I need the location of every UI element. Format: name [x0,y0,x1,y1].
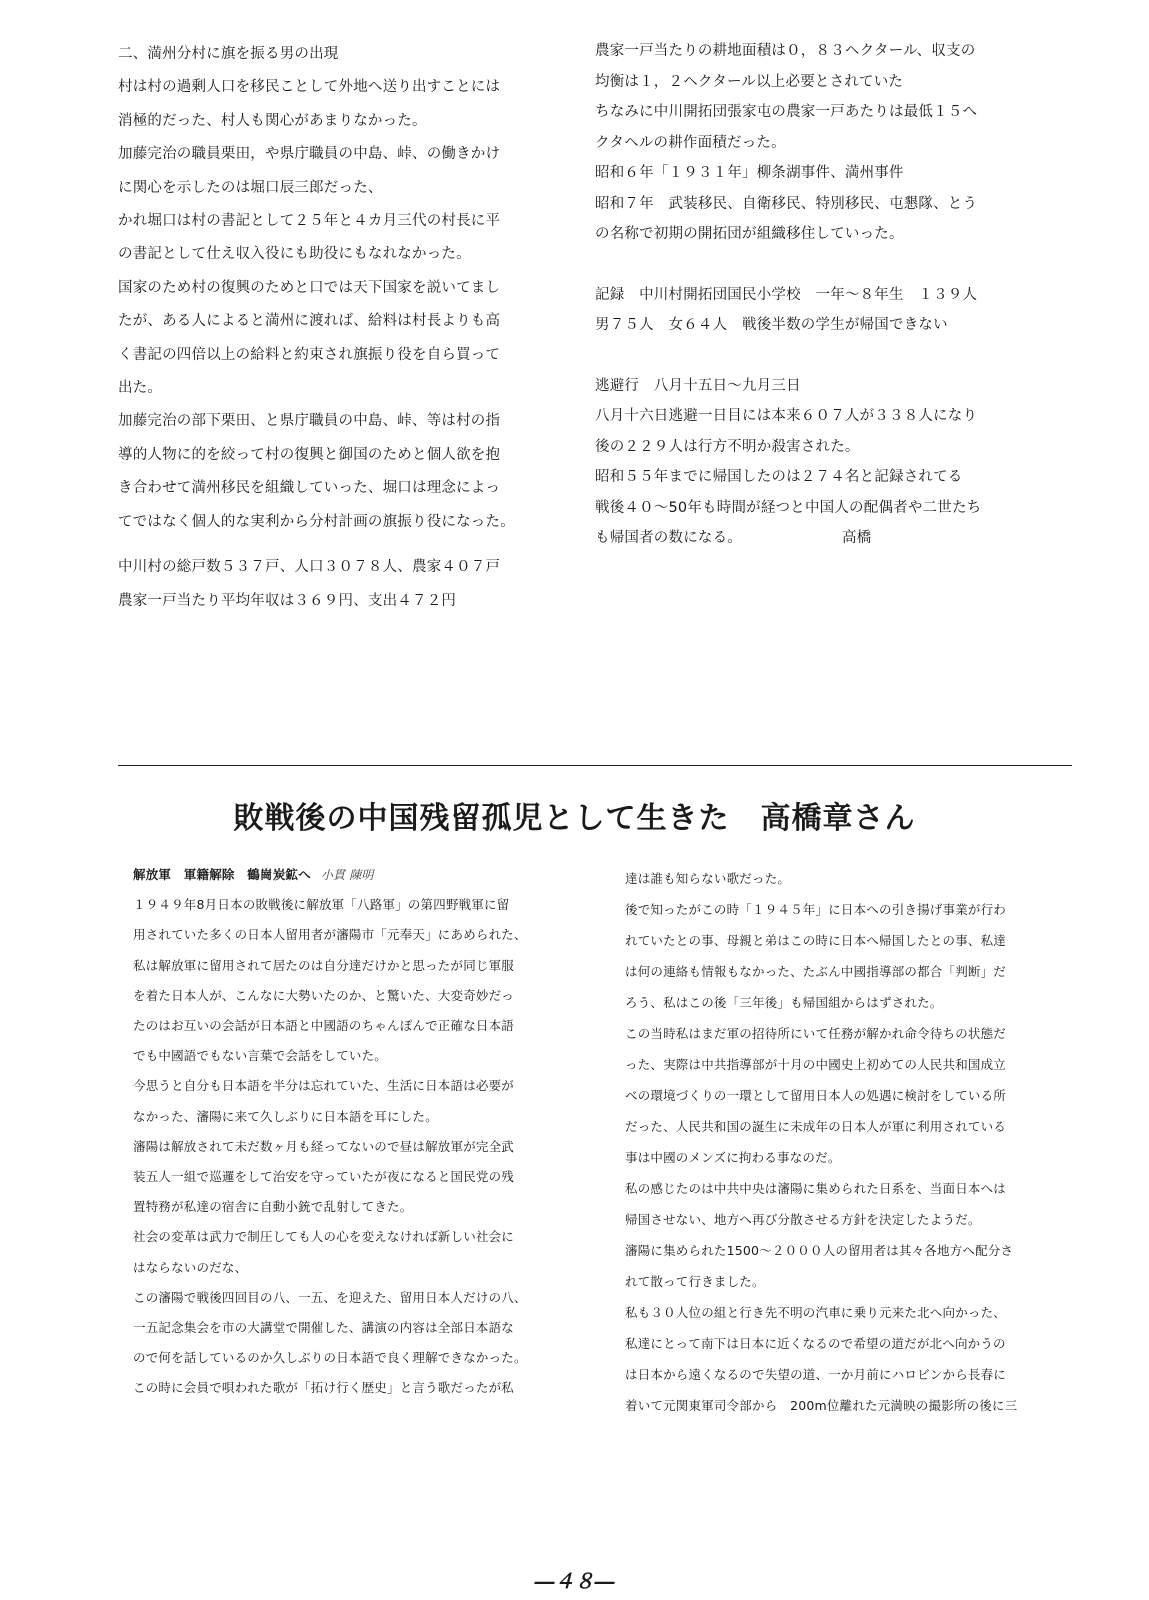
paragraph-line: ちなみに中川開拓団張家屯の農家一戸あたりは最低１５へ [595,104,978,120]
paragraph-line: 国家のため村の復興のためと口では天下国家を説いてまし [118,279,501,296]
paragraph-line: 後の２２９人は行方不明か殺害された。 [595,438,860,455]
paragraph-line [595,523,1065,554]
paragraph-line: １９４９年8月日本の敗戦後に解放軍「八路軍」の第四野戦軍に留 [133,897,510,913]
paragraph-line: 村は村の過剰人口を移民ことして外地へ送り出すことには [118,79,501,96]
spacer [595,341,1065,371]
paragraph-line: は何の連絡も情報もなかった、たぶん中國指導部の都合「判断」だ [625,964,1007,979]
paragraph-line: はならないのだな、 [133,1259,248,1275]
paragraph-line: 私は解放軍に留用されて居たのは自分達だけかと思ったが同じ軍服 [133,957,515,973]
page-number: ―４８― [534,1569,615,1593]
paragraph-line: この瀋陽で戦後四回目の八、一五、を迎えた、留用日本人だけの八、 [133,1289,527,1305]
paragraph-line: 加藤完治の職員栗田，や県庁職員の中島、峠、の働きかけ [118,146,501,163]
section-divider [118,765,1072,766]
author-signature: 高橋 [842,530,872,546]
paragraph-line: れていたとの事、母親と弟はこの時に日本へ帰国したとの事、私達 [625,933,1007,948]
paragraph-line: 帰国させない、地方へ再び分散させる方針を決定したようだ。 [625,1212,981,1227]
school-record-line: 記録 中川村開拓団国民小学校 一年～８年生 １３９人 [595,286,978,303]
paragraph-line: に関心を示したのは堀口辰三郎だった、 [118,179,383,196]
school-record-line: 男７５人 女６４人 戦後半数の学生が帰国できない [595,317,948,333]
paragraph-line: べの環境づくりの一環として留用日本人の処遇に検討をしている所 [625,1088,1007,1103]
top-right-column [595,36,1065,554]
paragraph-line: だった、人民共和国の誕生に未成年の日本人が軍に利用されている [625,1119,1007,1134]
paragraph-line: は日本から遠くなるので失望の道、一か月前にハロビンから長春に [625,1367,1007,1382]
paragraph-line: 私も３０人位の組と行き先不明の汽車に乗り元来た北へ向かった、 [625,1305,1007,1320]
paragraph-line: 均衡は１，２ヘクタール以上必要とされていた [595,73,904,90]
village-stats-line: 農家一戸当たり平均年収は３６９円、支出４７２円 [118,592,457,609]
paragraph-line: 置特務が私達の宿舎に自動小銃で乱射してきた。 [133,1199,413,1215]
paragraph-line: 導的人物に的を絞って村の復興と御国のためと個人欲を抱 [118,446,501,463]
article-headline: 敗戦後の中国残留孤児として生きた 高橋章さん [233,801,916,836]
paragraph-line: 社会の変革は武力で制圧しても人の心を変えなければ新しい社会に [133,1229,515,1245]
paragraph-line: を着た日本人が、こんなに大勢いたのか、と驚いた、大変奇妙だっ [133,987,515,1003]
paragraph-line: の名称で初期の開拓団が組織移住していった。 [595,226,904,242]
paragraph-line: ので何を話しているのか久しぶりの日本語で良く理解できなかった。 [133,1350,527,1366]
paragraph-line: でも中國語でもない言葉で会話をしていた。 [133,1048,388,1064]
bottom-left-column [133,860,593,1404]
village-stats-line: 中川村の総戸数５３７戸、人口３０７８人、農家４０７戸 [118,559,501,576]
paragraph-line: てではなく個人的な実利から分村計画の旗振り役になった。 [118,513,515,530]
paragraph-line: く書記の四倍以上の給料と約束され旗振り役を自ら買って [118,346,501,363]
spacer [595,250,1065,280]
paragraph-line: 一五記念集会を市の大講堂で開催した、講演の内容は全部日本語な [133,1320,515,1336]
bottom-right-column [625,863,1070,1421]
paragraph-line: かれ堀口は村の書記として２５年と４カ月三代の村長に平 [118,213,501,230]
paragraph-line: 瀋陽に集められた1500～２０００人の留用者は其々各地方へ配分さ [625,1243,1014,1258]
section-heading: 二、満州分村に旗を振る男の出現 [118,46,339,62]
last-line-text: も帰国者の数になる。 [595,530,742,546]
paragraph-line: れて散って行きました。 [625,1274,765,1289]
paragraph-line: クタヘルの耕作面積だった。 [595,134,786,151]
paragraph-line: この当時私はまだ軍の招待所にいて任務が解かれ命令待ちの状態だ [625,1026,1007,1041]
paragraph-line: 事は中國のメンズに拘わる事なのだ。 [625,1150,841,1165]
paragraph-line: この時に会員で唄われた歌が「拓け行く歴史」と言う歌だったが私 [133,1380,515,1396]
paragraph-line: の書記として仕え収入役にも助役にもなれなかった。 [118,246,471,263]
article-subhead: 解放軍 軍籍解除 鶴崗炭鉱へ [133,867,311,882]
article-subhead-line [133,860,593,890]
paragraph-line: 今思うと自分も日本語を半分は忘れていた、生活に日本語は必要が [133,1078,515,1094]
paragraph-line: なかった、瀋陽に来て久しぶりに日本語を耳にした。 [133,1108,438,1124]
paragraph-line: 達は誰も知らない歌だった。 [625,871,791,886]
paragraph-line: 昭和６年「１９３１年」柳条湖事件、満州事件 [595,165,904,181]
top-left-column [118,38,568,618]
paragraph-line: 着いて元関東軍司令部から 200m位離れた元満映の撮影所の後に三 [625,1398,1018,1413]
spacer [118,539,568,551]
paragraph-line: 装五人一組で巡邏をして治安を守っていたが夜になると国民党の残 [133,1169,515,1185]
paragraph-line: 逃避行 八月十五日～九月三日 [595,377,801,394]
handwritten-note: 小貫 陳明 [320,868,374,882]
paragraph-line: き合わせて満州移民を組織していった、堀口は理念によっ [118,480,501,497]
paragraph-line: 昭和５５年までに帰国したのは２７４名と記録されてる [595,469,963,485]
paragraph-line: 後で知ったがこの時「１９４５年」に日本への引き揚げ事業が行わ [625,902,1007,917]
paragraph-line: 農家一戸当たりの耕地面積は０，８３ヘクタール、収支の [595,43,976,59]
paragraph-line: 昭和７年 武装移民、自衛移民、特別移民、屯懇隊、とう [595,195,978,212]
paragraph-line: った、実際は中共指導部が十月の中國史上初めての人民共和国成立 [625,1057,1007,1072]
paragraph-line: 八月十六日逃避一日目には本来６０７人が３３８人になり [595,408,978,424]
paragraph-line: たが、ある人によると満州に渡れば、給料は村長よりも高 [118,313,501,330]
paragraph-line: 消極的だった、村人も関心があまりなかった。 [118,112,427,129]
paragraph-line: 戦後４０～50年も時間が経つと中国人の配偶者や二世たち [595,499,982,516]
paragraph-line: 用されていた多くの日本人留用者が瀋陽市「元奉天」にあめられた、 [133,927,527,943]
paragraph-line: 出た。 [118,380,163,397]
paragraph-line: 瀋陽は解放されて未だ数ヶ月も経ってないので昼は解放軍が完全武 [133,1138,515,1154]
paragraph-line: ろう、私はこの後「三年後」も帰国組からはずされた。 [625,995,943,1010]
paragraph-line: 加藤完治の部下栗田、と県庁職員の中島、峠、等は村の指 [118,413,501,430]
paragraph-line: 私の感じたのは中共中央は瀋陽に集められた日系を、当面日本へは [625,1181,1007,1196]
paragraph-line: たのはお互いの会話が日本語と中國語のちゃんぽんで正確な日本語 [133,1018,515,1034]
paragraph-line: 私達にとって南下は日本に近くなるので希望の道だが北へ向かうの [625,1336,1006,1351]
